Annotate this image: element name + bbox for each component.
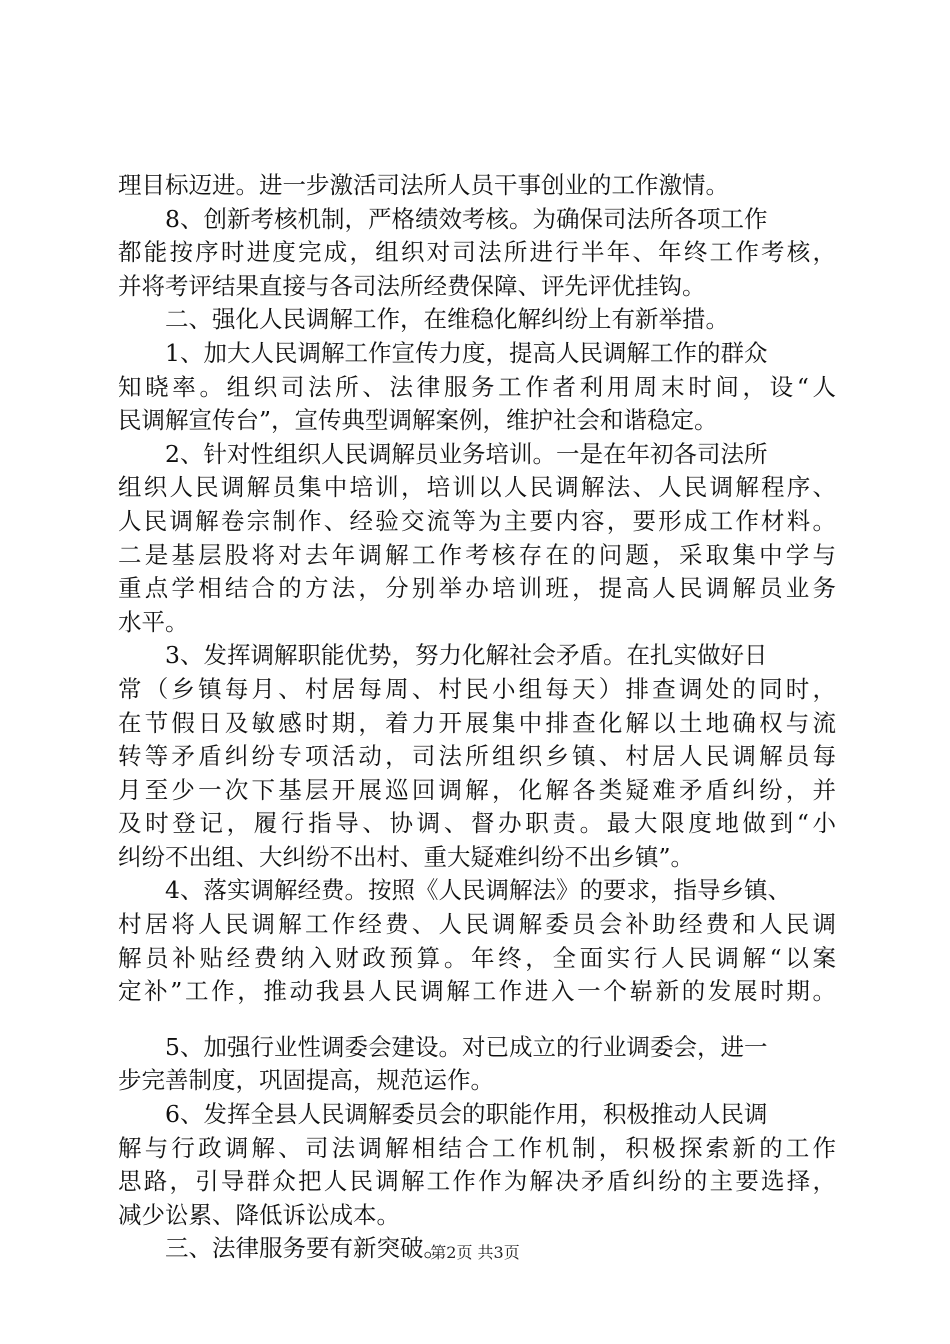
- paragraph-line: 减少讼累、降低诉讼成本。: [118, 1200, 400, 1229]
- paragraph-line: 1、加大人民调解工作宣传力度，提高人民调解工作的群众: [165, 338, 768, 367]
- paragraph-line: 水平。: [118, 607, 189, 636]
- paragraph-line: 5、加强行业性调委会建设。对已成立的行业调委会，进一: [165, 1032, 768, 1061]
- paragraph-line: 3、发挥调解职能优势，努力化解社会矛盾。在扎实做好日: [165, 641, 768, 670]
- paragraph-line: 并将考评结果直接与各司法所经费保障、评先评优挂钩。: [118, 271, 706, 300]
- paragraph-line: 2、针对性组织人民调解员业务培训。一是在年初各司法所: [165, 439, 768, 468]
- paragraph-line: 月至少一次下基层开展巡回调解，化解各类疑难矛盾纠纷，并: [118, 775, 836, 804]
- paragraph-line: 思路，引导群众把人民调解工作作为解决矛盾纠纷的主要选择，: [118, 1167, 836, 1196]
- paragraph-line: 转等矛盾纠纷专项活动，司法所组织乡镇、村居人民调解员每: [118, 742, 836, 771]
- paragraph-gap: [118, 1009, 836, 1031]
- paragraph-line: 村居将人民调解工作经费、人民调解委员会补助经费和人民调: [118, 910, 836, 939]
- paragraph-line: 重点学相结合的方法，分别举办培训班，提高人民调解员业务: [118, 574, 836, 603]
- paragraph-line: 解与行政调解、司法调解相结合工作机制，积极探索新的工作: [118, 1133, 836, 1162]
- paragraph-line: 组织人民调解员集中培训，培训以人民调解法、人民调解程序、: [118, 473, 836, 502]
- document-body: [118, 169, 836, 1266]
- paragraph-line: 理目标迈进。进一步激活司法所人员干事创业的工作激情。: [118, 171, 729, 199]
- paragraph-line: 知晓率。组织司法所、法律服务工作者利用周末时间，设“人: [118, 372, 836, 401]
- paragraph-line: 二是基层股将对去年调解工作考核存在的问题，采取集中学与: [118, 540, 836, 569]
- paragraph-line: 步完善制度，巩固提高，规范运作。: [118, 1066, 494, 1095]
- paragraph-line: 6、发挥全县人民调解委员会的职能作用，积极推动人民调: [165, 1100, 768, 1129]
- paragraph-line: 都能按序时进度完成，组织对司法所进行半年、年终工作考核，: [118, 238, 836, 267]
- section-heading: 三、法律服务要有新突破。: [165, 1234, 447, 1263]
- paragraph-line: 人民调解卷宗制作、经验交流等为主要内容，要形成工作材料。: [118, 506, 836, 535]
- paragraph-line: 民调解宣传台”，宣传典型调解案例，维护社会和谐稳定。: [118, 406, 718, 435]
- paragraph-line: 8、创新考核机制，严格绩效考核。为确保司法所各项工作: [165, 204, 768, 233]
- paragraph-line: 在节假日及敏感时期，着力开展集中排查化解以土地确权与流: [118, 708, 836, 737]
- paragraph-line: 4、落实调解经费。按照《人民调解法》的要求，指导乡镇、: [165, 876, 791, 905]
- page-number: 第2页 共3页: [430, 1243, 520, 1262]
- paragraph-line: 定补”工作，推动我县人民调解工作进入一个崭新的发展时期。: [118, 977, 836, 1006]
- section-heading: 二、强化人民调解工作，在维稳化解纠纷上有新举措。: [165, 305, 729, 334]
- paragraph-line: 常（乡镇每月、村居每周、村民小组每天）排查调处的同时，: [118, 674, 836, 703]
- paragraph-line: 纠纷不出组、大纠纷不出村、重大疑难纠纷不出乡镇”。: [118, 842, 695, 871]
- paragraph-line: 及时登记，履行指导、协调、督办职责。最大限度地做到“小: [118, 809, 836, 838]
- paragraph-line: 解员补贴经费纳入财政预算。年终，全面实行人民调解“以案: [118, 943, 836, 972]
